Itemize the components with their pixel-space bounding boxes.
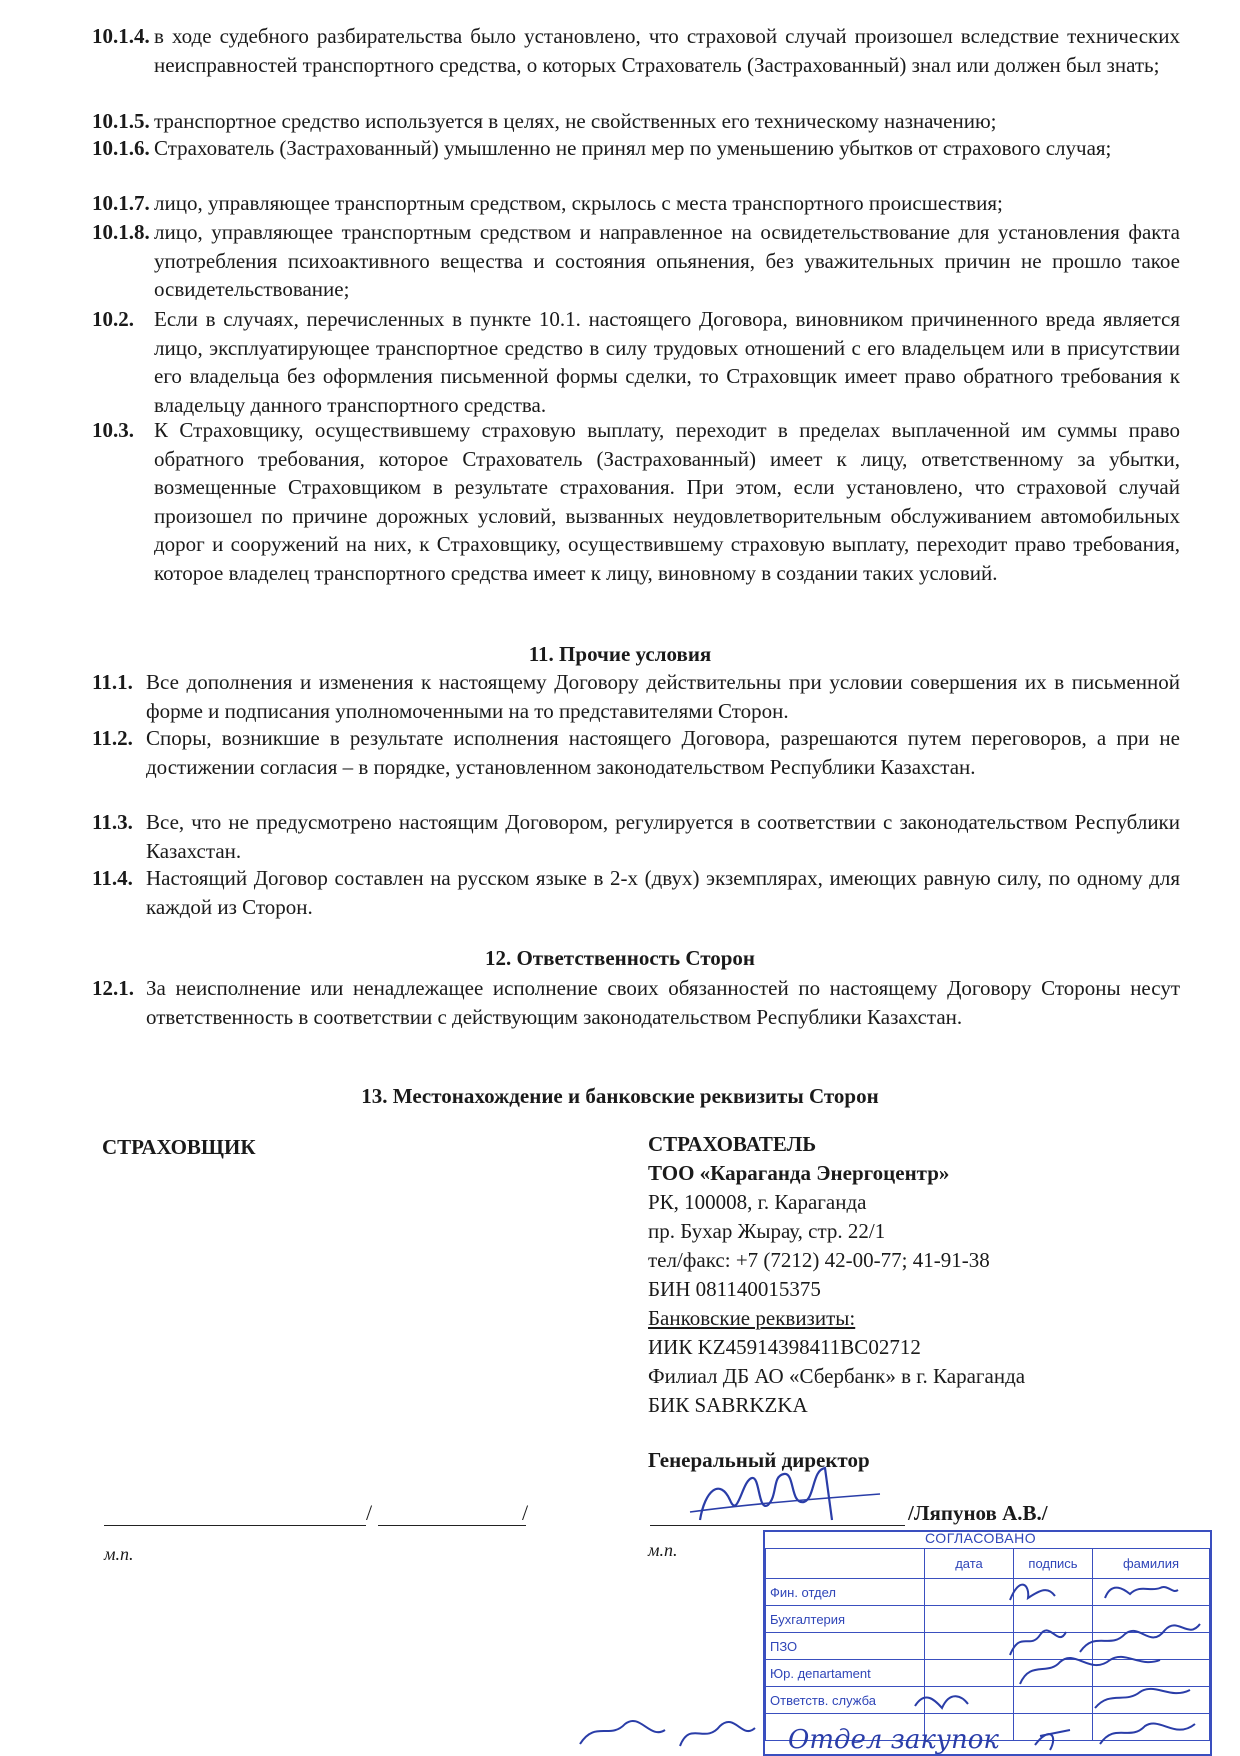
policyholder-bank: Филиал ДБ АО «Сбербанк» в г. Караганда	[648, 1364, 1026, 1388]
clause-text: лицо, управляющее транспортным средством и направленное на освидетельствование для установления факта употребления психоактивного вещества и состояния опьянения, без уважительных причин не прошло такое освидетельствование;	[154, 220, 1180, 301]
policyholder-label: СТРАХОВАТЕЛЬ	[648, 1132, 817, 1156]
policyholder-seal-place: м.п.	[648, 1540, 678, 1560]
director-name: /Ляпунов А.В./	[908, 1501, 1048, 1525]
clause-text: За неисполнение или ненадлежащее исполнение своих обязанностей по настоящему Договору Стороны несут ответственность в соответствии с действующим законодательством Республики Казахстан.	[146, 976, 1180, 1029]
fin-dept-signature	[1010, 1585, 1055, 1600]
insurer-seal-place: м.п.	[104, 1544, 134, 1564]
stamp-row-label: Ответств. служба	[766, 1687, 925, 1714]
clause-text: Споры, возникшие в результате исполнения настоящего Договора, разрешаются путем переговоров, а при не достижении согласия – в порядке, установленном законодательством Республики Казахстан.	[146, 726, 1180, 779]
legal-signature	[1020, 1657, 1160, 1684]
clause-number: 10.1.6.	[92, 136, 150, 160]
procurement-name	[1100, 1723, 1195, 1744]
clause-text: Если в случаях, перечисленных в пункте 10.1. настоящего Договора, виновником причиненного вреда является лицо, эксплуатирующее транспортное средство в силу трудовых отношений с его владельцем или в присутствии его владельца без оформления письменной формы сделки, то Страховщик имеет право обратного требования к владельцу данного транспортного средства.	[154, 307, 1180, 417]
clause-number: 10.2.	[92, 307, 134, 331]
procurement-note: Отдел закупок	[788, 1725, 999, 1754]
clause-number: 11.1.	[92, 670, 133, 694]
clause-text: Все дополнения и изменения к настоящему Договору действительны при условии совершения их в письменной форме и подписания уполномоченными на то представителями Сторон.	[146, 670, 1180, 723]
clause-text: Все, что не предусмотрено настоящим Договором, регулируется в соответствии с законодательством Республики Казахстан.	[146, 810, 1180, 863]
procurement-signature	[1035, 1730, 1070, 1750]
section-11-heading: 11. Прочие условия	[528, 642, 712, 666]
clause-number: 10.1.4.	[92, 24, 150, 48]
policyholder-bin: БИН 081140015375	[648, 1277, 821, 1301]
clause-number: 11.3.	[92, 810, 133, 834]
policyholder-bik: БИК SABRKZKA	[648, 1393, 808, 1417]
clause-number: 11.2.	[92, 726, 133, 750]
stamp-title: СОГЛАСОВАНО	[925, 1530, 1037, 1546]
director-signature-stroke	[690, 1494, 880, 1512]
bank-details-label: Банковские реквизиты:	[648, 1306, 856, 1330]
section-13-heading: 13. Местонахождение и банковские реквизиты Сторон	[361, 1084, 879, 1108]
stamp-row-label: Юр. депartament	[766, 1660, 925, 1687]
policyholder-address-2: пр. Бухар Жырау, стр. 22/1	[648, 1219, 886, 1243]
bottom-initials	[580, 1721, 755, 1746]
stamp-row-label: Бухгалтерия	[766, 1606, 925, 1633]
resp-service-date	[915, 1696, 968, 1708]
clause-text: Страхователь (Застрахованный) умышленно не принял мер по уменьшению убытков от страхового случая;	[154, 136, 1112, 160]
clause-number: 10.1.8.	[92, 220, 150, 244]
insurer-name-slash: /	[522, 1500, 529, 1525]
director-title: Генеральный директор	[648, 1448, 870, 1472]
clause-number: 12.1.	[92, 976, 134, 1000]
clause-number: 10.1.7.	[92, 191, 150, 215]
stamp-col-sign: подпись	[1014, 1549, 1093, 1579]
pzo-signature	[1010, 1630, 1066, 1655]
clause-number: 10.1.5.	[92, 109, 150, 133]
stamp-col-date: дата	[925, 1549, 1014, 1579]
clause-text: Настоящий Договор составлен на русском языке в 2-х (двух) экземплярах, имеющих равную силу, по одному для каждой из Сторон.	[146, 866, 1180, 919]
stamp-row-label: Фин. отдел	[766, 1579, 925, 1606]
director-signature	[700, 1468, 832, 1520]
clause-text: К Страховщику, осуществившему страховую выплату, переходит в пределах выплаченной им суммы право обратного требования, которое Страхователь (Застрахованный) имеет к лицу, ответственному за убытки, возмещенные Страховщиком в результате страхования. При этом, если установлено, что страховой случай произошел по причине дорожных условий, вызванных неудовлетворительным обслуживанием автомобильных дорог и сооружений на них, к Страховщику, осуществившему страховую выплату, переходит право требования, которое владелец транспортного средства имеет к лицу, виновному в создании таких условий.	[154, 418, 1180, 585]
stamp-col-name: фамилия	[1093, 1549, 1210, 1579]
policyholder-phone: тел/факс: +7 (7212) 42-00-77; 41-91-38	[648, 1248, 990, 1272]
fin-dept-name	[1105, 1587, 1178, 1598]
clause-number: 11.4.	[92, 866, 133, 890]
policyholder-iik: ИИК KZ45914398411BC02712	[648, 1335, 921, 1359]
section-12-heading: 12. Ответственность Сторон	[484, 946, 756, 970]
policyholder-address-1: РК, 100008, г. Караганда	[648, 1190, 867, 1214]
policyholder-company: ТОО «Караганда Энергоцентр»	[648, 1161, 950, 1185]
insurer-signature-slash: /	[366, 1500, 373, 1525]
clause-text: транспортное средство используется в целях, не свойственных его техническому назначению;	[154, 109, 997, 133]
clause-number: 10.3.	[92, 418, 134, 442]
clause-text: в ходе судебного разбирательства было установлено, что страховой случай произошел вследствие технических неисправностей транспортного средства, о которых Страхователь (Застрахованный) знал или должен был знать;	[154, 24, 1180, 77]
insurer-label: СТРАХОВЩИК	[102, 1135, 256, 1159]
stamp-row-label: ПЗО	[766, 1633, 925, 1660]
resp-service-name	[1095, 1689, 1190, 1708]
pzo-name	[1080, 1624, 1200, 1652]
clause-text: лицо, управляющее транспортным средством, скрылось с места транспортного происшествия;	[154, 191, 1003, 215]
